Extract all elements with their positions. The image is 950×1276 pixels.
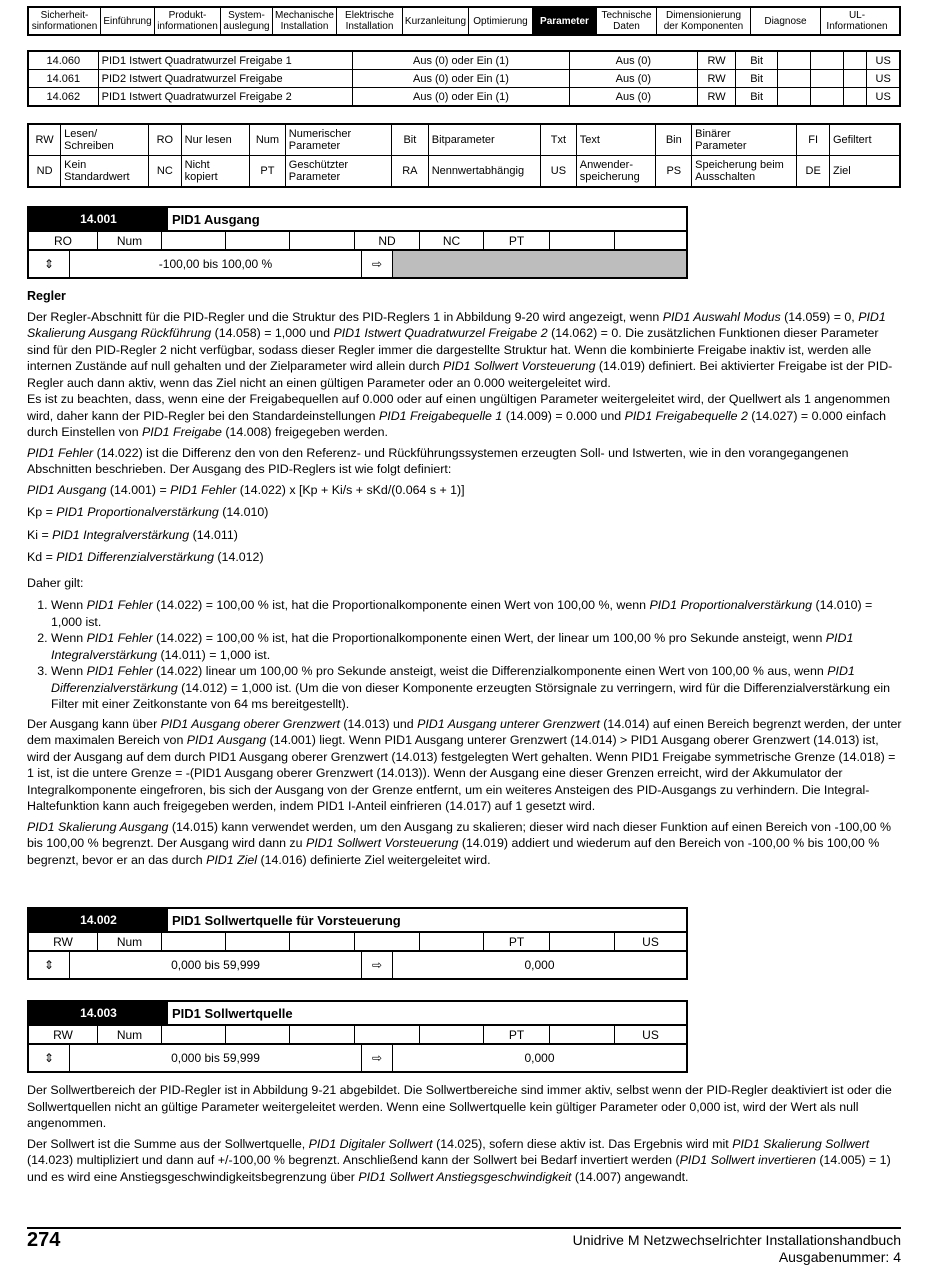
param-range: 0,000 bis 59,999 — [70, 1045, 362, 1071]
param-flag: RW — [29, 1026, 98, 1043]
table-row — [28, 70, 900, 88]
param-flag — [550, 1026, 615, 1043]
legend-code: Txt — [541, 124, 577, 156]
cell-us: US — [867, 51, 900, 70]
param-flag — [420, 1026, 484, 1043]
legend-meaning: Binärer Parameter — [692, 124, 797, 156]
cell-type: Bit — [736, 51, 778, 70]
legend-meaning: Text — [576, 124, 656, 156]
legend-meaning: Bitparameter — [428, 124, 540, 156]
table-row — [28, 51, 900, 70]
cell-type: Bit — [736, 70, 778, 88]
param-default — [393, 251, 686, 277]
param-flag — [162, 933, 226, 950]
cell-rw: RW — [698, 51, 736, 70]
param-range: -100,00 bis 100,00 % — [70, 251, 362, 277]
nav-tab[interactable]: Produkt- informationen — [155, 8, 221, 34]
formula: Ki = PID1 Integralverstärkung (14.011) — [27, 527, 238, 542]
issue-number: Ausgabenummer: 4 — [778, 1249, 901, 1265]
cell-empty — [811, 51, 844, 70]
param-box-14003 — [27, 1000, 688, 1073]
legend-table — [27, 123, 901, 188]
paragraph: Der Ausgang kann über PID1 Ausgang oberer Grenzwert (14.013) und PID1 Ausgang unterer Grenzwert (14.014) auf einen Bereich begrenzt werden, der unter dem maximalen Bereich von PID1 Ausgang (14.001) liegt. Wenn PID1 Ausgang unterer Grenzwert (14.014) > PID1 Ausgang oberer Grenzwert (14.013) ist, wird der Ausgang auf dem durch PID1 Ausgang oberer Grenzwert (14.013) festgelegten Wert gehalten. Wenn PID1 Freigabe symmetrische Grenze (14.018) = 1 ist, ist die untere Grenze = -(PID1 Ausgang oberer Grenzwert (14.013)). Wenn der Ausgang eine dieser Grenzen erreicht, wird der Akkumulator der Integralkomponente eingefroren, bis sich der Ausgang von der Grenze entfernt, um ein weiteres Ansteigen des PID-Ausgangs zu verhindern. Die Integral-Haltefunktion kann auch freigegeben werden, indem PID1 I-Anteil einfrieren (14.017) auf 1 gesetzt wird. — [27, 716, 902, 813]
param-flag: Num — [98, 1026, 162, 1043]
param-flag: Num — [98, 933, 162, 950]
body-text-sollwert — [27, 1082, 902, 1189]
nav-tab[interactable]: UL- Informationen — [826, 10, 888, 32]
formula: Kp = PID1 Proportionalverstärkung (14.010) — [27, 505, 269, 519]
param-flag: ND — [355, 232, 420, 249]
default-arrow-icon: ⇨ — [362, 1045, 393, 1071]
formula: Kd = PID1 Differenzialverstärkung (14.012) — [27, 550, 264, 564]
paragraph: PID1 Skalierung Ausgang (14.015) kann verwendet werden, um den Ausgang zu skalieren; dieser wird nach dieser Funktion auf einen Bereich von -100,00 % bis 100,00 % begrenzt. Der Ausgang wird dann zu PID1 Sollwert Vorsteuerung (14.019) addiert und wiederum auf den Bereich von -100,00 % bis 100,00 % begrenzt, bevor er an das durch PID1 Ziel (14.016) definierte Ziel weitergeleitet wird. — [27, 819, 891, 867]
param-flag — [162, 232, 226, 249]
cell-us: US — [867, 70, 900, 88]
param-title: PID1 Sollwertquelle — [172, 1005, 293, 1021]
legend-code: RW — [28, 124, 61, 156]
param-number: 14.001 — [29, 208, 168, 230]
legend-meaning: Kein Standardwert — [61, 156, 149, 188]
param-title: PID1 Ausgang — [172, 211, 260, 227]
param-flag — [355, 1026, 420, 1043]
legend-code: ND — [28, 156, 61, 188]
cell-range: Aus (0) oder Ein (1) — [353, 70, 569, 88]
legend-code: RA — [391, 156, 428, 188]
param-box-14001 — [27, 206, 688, 279]
paragraph: Der Sollwert ist die Summe aus der Sollwertquelle, PID1 Digitaler Sollwert (14.025), sofern diese aktiv ist. Das Ergebnis wird mit PID1 Skalierung Sollwert (14.023) multipliziert und dann auf +/-100,00 % begrenzt. Anschließend kann der Sollwert bei Bedarf invertiert werden (PID1 Sollwert invertieren (14.005) = 1) und es wird eine Anstiegsgeschwindigkeitsbegrenzung über PID1 Sollwert Anstiegsgeschwindigkeit (14.007) angewandt. — [27, 1136, 891, 1184]
param-flag: RO — [29, 232, 98, 249]
param-flag: NC — [420, 232, 484, 249]
legend-meaning: Lesen/ Schreiben — [61, 124, 149, 156]
cell-empty — [811, 70, 844, 88]
list-item: 1. Wenn PID1 Fehler (14.022) = 100,00 % ist, hat die Proportionalkomponente einen Wert von 100,00 %, wenn PID1 Proportionalverstärkung (14.010) = 1,000 ist. — [51, 597, 902, 630]
cell-num: 14.060 — [28, 51, 98, 70]
cell-empty — [844, 70, 867, 88]
legend-code: DE — [797, 156, 830, 188]
param-flag — [420, 933, 484, 950]
default-arrow-icon: ⇨ — [362, 251, 393, 277]
legend-code: RO — [148, 124, 181, 156]
param-range: 0,000 bis 59,999 — [70, 952, 362, 978]
cell-default: Aus (0) — [569, 51, 697, 70]
cell-range: Aus (0) oder Ein (1) — [353, 51, 569, 70]
legend-code: Bit — [391, 124, 428, 156]
numbered-list — [27, 597, 902, 713]
cell-range: Aus (0) oder Ein (1) — [353, 88, 569, 107]
cell-default: Aus (0) — [569, 70, 697, 88]
param-flag: PT — [484, 232, 550, 249]
legend-code: PS — [656, 156, 692, 188]
param-flag — [550, 933, 615, 950]
legend-meaning: Ziel — [829, 156, 900, 188]
cell-type: Bit — [736, 88, 778, 107]
cell-empty — [778, 51, 811, 70]
body-text-regler — [27, 288, 902, 872]
legend-code: NC — [148, 156, 181, 188]
param-flags — [29, 232, 686, 251]
nav-tab[interactable]: Diagnose — [751, 8, 821, 34]
nav-tab[interactable]: Kurzanleitung — [403, 8, 469, 34]
footer-rule — [27, 1227, 901, 1229]
paragraph: Daher gilt: — [27, 575, 84, 590]
bipolar-icon: ⇕ — [29, 952, 70, 978]
param-flag — [355, 933, 420, 950]
param-flag — [226, 232, 290, 249]
cell-empty — [811, 88, 844, 107]
param-flag: PT — [484, 933, 550, 950]
cell-empty — [844, 51, 867, 70]
cell-default: Aus (0) — [569, 88, 697, 107]
param-default: 0,000 — [524, 1051, 555, 1065]
param-flag — [290, 232, 355, 249]
legend-meaning: Speicherung beim Ausschalten — [692, 156, 797, 188]
legend-meaning: Anwender- speicherung — [576, 156, 656, 188]
legend-row — [28, 124, 900, 156]
param-flag: US — [642, 934, 659, 949]
param-flag: RW — [29, 933, 98, 950]
table-row — [28, 88, 900, 107]
param-flag — [550, 232, 615, 249]
param-flag: US — [642, 1027, 659, 1042]
chapter-nav — [27, 6, 901, 36]
list-item: 3. Wenn PID1 Fehler (14.022) linear um 100,00 % pro Sekunde ansteigt, weist die Differenzialkomponente einen Wert von 100,00 % aus, wenn PID1 Differenzialverstärkung (14.012) = 1,000 ist. (Um die von dieser Komponente erzeugten Störsignale zu verringern, wird für die Differenzialverstärkung ein Filter mit einer Zeitkonstante von 64 ms bereitgestellt). — [51, 663, 902, 713]
legend-code: Bin — [656, 124, 692, 156]
legend-code: PT — [250, 156, 286, 188]
bipolar-icon: ⇕ — [29, 251, 70, 277]
manual-title: Unidrive M Netzwechselrichter Installationshandbuch — [572, 1232, 901, 1248]
nav-tab[interactable]: Einführung — [101, 8, 155, 34]
cell-name: PID1 Istwert Quadratwurzel Freigabe 2 — [98, 88, 353, 107]
section-heading: Regler — [27, 289, 66, 303]
legend-meaning: Geschützter Parameter — [285, 156, 391, 188]
legend-meaning: Nennwertabhängig — [428, 156, 540, 188]
list-item: 2. Wenn PID1 Fehler (14.022) = 100,00 % ist, hat die Proportionalkomponente einen Wert, der linear um 100,00 % pro Sekunde ansteigt, wenn PID1 Integralverstärkung (14.011) = 1,000 ist. — [51, 630, 902, 663]
param-flag: PT — [484, 1026, 550, 1043]
param-default: 0,000 — [524, 958, 555, 972]
legend-meaning: Gefiltert — [829, 124, 900, 156]
cell-num: 14.061 — [28, 70, 98, 88]
param-flag — [290, 933, 355, 950]
paragraph: Der Regler-Abschnitt für die PID-Regler und die Struktur des PID-Reglers 1 in Abbildung 9-20 wird angezeigt, wenn PID1 Auswahl Modus (14.059) = 0, PID1 Skalierung Ausgang Rückführung (14.058) = 1,000 und PID1 Istwert Quadratwurzel Freigabe 2 (14.062) = 0. Die zusätzlichen Funktionen dieser Parameter sind für den PID-Regler 2 nicht verfügbar, sodass dieser Regler immer die dargestellte Struktur hat. Wenn die kombinierte Freigabe inaktiv ist, werden alle internen Zustände auf null gehalten und der Zielparameter wird allein durch PID1 Sollwert Vorsteuerung (14.019) definiert. Bei aktivierter Freigabe ist der PID-Regler auch dann aktiv, wenn das Ziel nicht an einen gültigen Parameter oder an 0.000 weitergeleitet wird. Es ist zu beachten, dass, wenn eine der Freigabequellen auf 0.000 oder auf einen ungültigen Parameter weitergeleitet wird, der Quellwert als 1 angenommen wird, daher kann der PID-Regler bei den Standardeinstellungen PID1 Freigabequelle 1 (14.009) = 0.000 und PID1 Freigabequelle 2 (14.027) = 0.000 einfach durch Einstellen von PID1 Freigabe (14.008) freigegeben werden. — [27, 309, 893, 439]
legend-code: Num — [250, 124, 286, 156]
param-box-14002 — [27, 907, 688, 980]
cell-name: PID1 Istwert Quadratwurzel Freigabe 1 — [98, 51, 353, 70]
cell-rw: RW — [698, 70, 736, 88]
param-flags — [29, 933, 686, 952]
nav-tab[interactable]: Dimensionierung der Komponenten — [657, 8, 751, 34]
nav-tab[interactable]: System- auslegung — [221, 8, 273, 34]
cell-name: PID2 Istwert Quadratwurzel Freigabe — [98, 70, 353, 88]
legend-code: US — [541, 156, 577, 188]
cell-us: US — [867, 88, 900, 107]
default-arrow-icon: ⇨ — [362, 952, 393, 978]
formula: PID1 Ausgang (14.001) = PID1 Fehler (14.022) x [Kp + Ki/s + sKd/(0.064 s + 1)] — [27, 482, 465, 497]
param-number: 14.002 — [29, 909, 168, 931]
nav-tab[interactable]: Optimierung — [469, 8, 533, 34]
cell-empty — [778, 70, 811, 88]
legend-code: FI — [797, 124, 830, 156]
cell-empty — [778, 88, 811, 107]
legend-meaning: Numerischer Parameter — [285, 124, 391, 156]
page-number: 274 — [27, 1229, 61, 1251]
param-flags — [29, 1026, 686, 1045]
param-flag — [162, 1026, 226, 1043]
paragraph: Der Sollwertbereich der PID-Regler ist in Abbildung 9-21 abgebildet. Die Sollwertbereiche sind immer aktiv, selbst wenn der PID-Regler deaktiviert ist oder die Sollwertquellen nicht an gültige Parameter weitergeleitet werden. Wenn eine Sollwertquelle kein gültiger Parameter oder 0,000 ist, wird der Wert als null angenommen. — [27, 1083, 892, 1130]
nav-tab[interactable]: Sicherheit- sinformationen — [29, 8, 101, 34]
nav-tab[interactable]: Mechanische Installation — [273, 8, 337, 34]
param-flag — [615, 232, 686, 249]
param-title: PID1 Sollwertquelle für Vorsteuerung — [172, 912, 401, 928]
legend-meaning: Nicht kopiert — [181, 156, 249, 188]
cell-num: 14.062 — [28, 88, 98, 107]
param-flag — [226, 933, 290, 950]
param-flag — [290, 1026, 355, 1043]
param-flag: Num — [98, 232, 162, 249]
nav-tab[interactable]: Elektrische Installation — [337, 8, 403, 34]
param-number: 14.003 — [29, 1002, 168, 1024]
nav-tab[interactable]: Parameter — [533, 8, 597, 34]
legend-row — [28, 156, 900, 188]
nav-tab[interactable]: Technische Daten — [597, 8, 657, 34]
legend-meaning: Nur lesen — [181, 124, 249, 156]
cell-empty — [844, 88, 867, 107]
parameter-list-table — [27, 50, 901, 107]
cell-rw: RW — [698, 88, 736, 107]
footer-title — [573, 1232, 901, 1266]
paragraph: PID1 Fehler (14.022) ist die Differenz den von den Referenz- und Rückführungssystemen erzeugten Soll- und Istwerten, wie in den vorangegangenen Abschnitten beschrieben. Der Ausgang des PID-Reglers ist wie folgt definiert: — [27, 445, 849, 476]
bipolar-icon: ⇕ — [29, 1045, 70, 1071]
param-flag — [226, 1026, 290, 1043]
